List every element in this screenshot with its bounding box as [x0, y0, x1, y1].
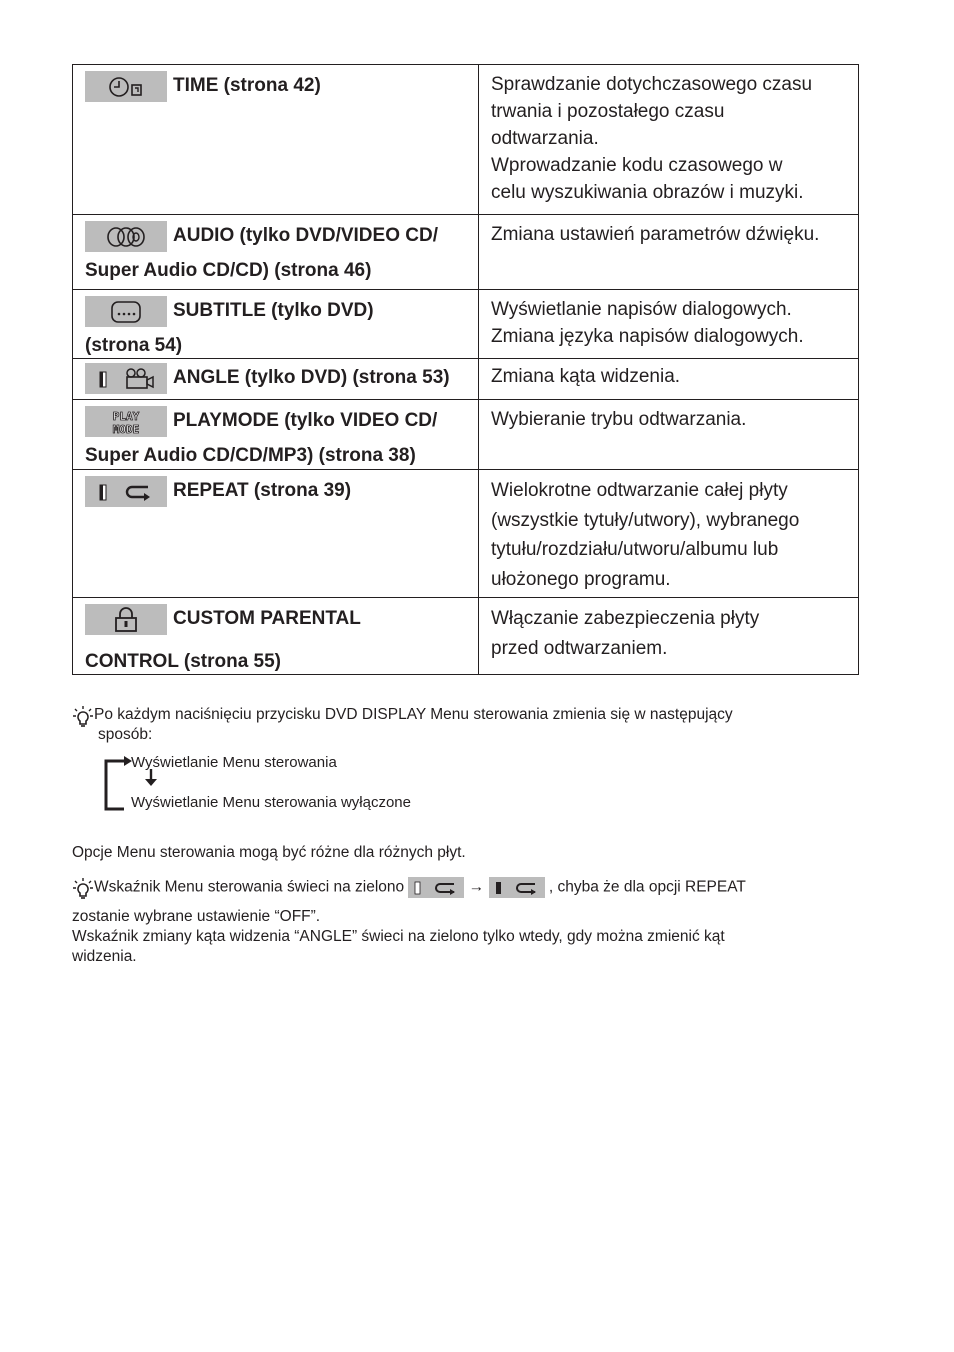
- row-title: ANGLE (tylko DVD) (strona 53): [173, 367, 450, 388]
- right-arrow-icon: →: [468, 878, 489, 896]
- table-row: [73, 598, 859, 675]
- desc-line: trwania i pozostałego czasu: [491, 101, 725, 122]
- row-title-cont: CONTROL (strona 55): [85, 651, 282, 672]
- desc-line: celu wyszukiwania obrazów i muzyki.: [491, 182, 804, 203]
- tip-text: zostanie wybrane ustawienie “OFF”.: [72, 908, 321, 925]
- repeat-indicator-on-icon: [489, 877, 545, 898]
- table-row: [73, 65, 859, 215]
- row-description: [479, 470, 858, 594]
- desc-line: Zmiana kąta widzenia.: [491, 366, 681, 387]
- tip-1: [72, 705, 872, 745]
- lightbulb-hint-icon: [72, 877, 94, 907]
- playmode-icon-text: PLAY: [112, 409, 140, 423]
- lock-icon: [85, 604, 167, 635]
- tip-text: , chyba że dla opcji REPEAT: [548, 878, 746, 896]
- angle-camera-icon: [85, 363, 167, 394]
- table-row: [73, 290, 859, 359]
- audio-discs-icon: [85, 221, 167, 252]
- repeat-indicator-off-icon: [408, 877, 464, 898]
- cycle-state-off: Wyświetlanie Menu sterowania wyłączone: [131, 794, 411, 811]
- row-title-cont: (strona 54): [85, 335, 183, 356]
- repeat-icon: [85, 476, 167, 507]
- desc-line: przed odtwarzaniem.: [491, 637, 668, 659]
- row-title: PLAYMODE (tylko VIDEO CD/: [173, 410, 438, 431]
- cycle-state-on: Wyświetlanie Menu sterowania: [131, 754, 337, 771]
- desc-line: Wielokrotne odtwarzanie całej płyty: [491, 480, 788, 501]
- subtitle-icon: [85, 296, 167, 327]
- tip-text: Po każdym naciśnięciu przycisku DVD DISPLAY Menu sterowania zmienia się w następujący: [94, 706, 733, 723]
- note-text: Opcje Menu sterowania mogą być różne dla różnych płyt.: [72, 844, 466, 861]
- row-description: [479, 215, 858, 248]
- playmode-icon-text: MODE: [112, 422, 140, 436]
- table-row: [73, 400, 859, 470]
- tip-text: Wskaźnik zmiany kąta widzenia “ANGLE” świeci na zielono tylko wtedy, gdy można zmienić kąt: [72, 928, 725, 945]
- clock-icon: [85, 71, 167, 102]
- desc-line: tytułu/rozdziału/utworu/albumu lub: [491, 539, 779, 560]
- table-row: [73, 470, 859, 598]
- tip-text: Wskaźnik Menu sterowania świeci na zielono: [94, 878, 405, 896]
- desc-line: ułożonego programu.: [491, 568, 671, 590]
- table-row: [73, 215, 859, 290]
- desc-line: Zmiana ustawień parametrów dźwięku.: [491, 224, 820, 245]
- table-row: [73, 359, 859, 400]
- tip-2: [72, 877, 872, 907]
- desc-line: Wybieranie trybu odtwarzania.: [491, 409, 747, 430]
- control-menu-table: [72, 64, 859, 675]
- desc-line: Wprowadzanie kodu czasowego w: [491, 155, 783, 176]
- tip-text: sposób:: [98, 726, 153, 743]
- row-title: SUBTITLE (tylko DVD): [173, 300, 374, 321]
- desc-line: odtwarzania.: [491, 128, 599, 149]
- desc-line: (wszystkie tytuły/utwory), wybranego: [491, 509, 800, 531]
- row-title-cont: Super Audio CD/CD/MP3) (strona 38): [85, 445, 416, 466]
- desc-line: Włączanie zabezpieczenia płyty: [491, 608, 760, 629]
- notes-section: [72, 705, 872, 967]
- row-title-cont: Super Audio CD/CD) (strona 46): [85, 260, 372, 281]
- row-description: [479, 400, 858, 433]
- row-description: [479, 359, 858, 390]
- desc-line: Sprawdzanie dotychczasowego czasu: [491, 74, 813, 95]
- row-description: [479, 65, 858, 206]
- row-title: REPEAT (strona 39): [173, 480, 352, 501]
- tip-text: widzenia.: [72, 948, 137, 965]
- row-description: [479, 290, 858, 350]
- display-cycle-diagram: [72, 753, 872, 823]
- lightbulb-hint-icon: [72, 705, 94, 735]
- desc-line: Zmiana języka napisów dialogowych.: [491, 326, 804, 347]
- row-description: [479, 598, 858, 663]
- row-title: CUSTOM PARENTAL: [173, 608, 361, 629]
- row-title: AUDIO (tylko DVD/VIDEO CD/: [173, 225, 438, 246]
- playmode-icon: [85, 406, 167, 437]
- row-title: TIME (strona 42): [173, 75, 321, 96]
- desc-line: Wyświetlanie napisów dialogowych.: [491, 299, 792, 320]
